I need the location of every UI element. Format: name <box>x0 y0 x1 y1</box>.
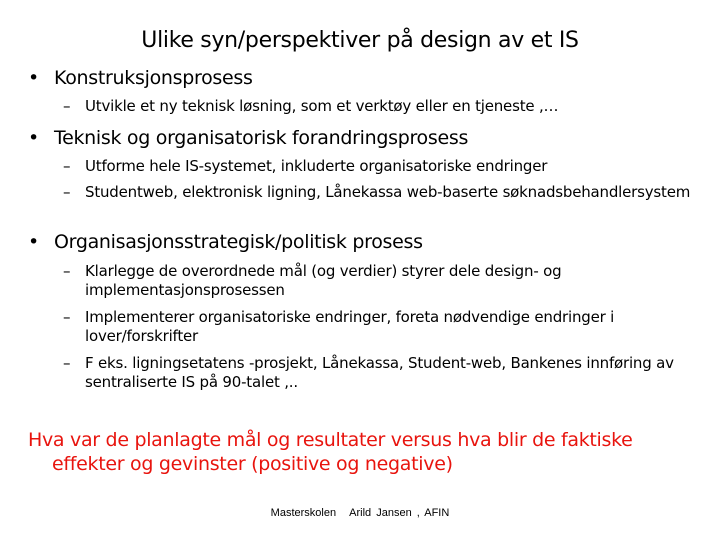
bullet-text: Organisasjonsstrategisk/politisk prosess <box>54 231 423 253</box>
question-line-1: Hva var de planlagte mål og resultater versus hva blir de faktiske <box>28 429 633 451</box>
footer-author: Arild Jansen , AFIN <box>349 507 450 519</box>
dash-icon: – <box>63 97 71 115</box>
bullet-dot-icon: • <box>28 231 39 253</box>
question-text <box>28 428 688 476</box>
sub-bullet-text: Klarlegge de overordnede mål (og verdier) styrer dele design- og implementasjonsprosessen <box>85 262 562 299</box>
slide-title: Ulike syn/perspektiver på design av et IS <box>141 28 579 53</box>
bullet-dot-icon: • <box>28 127 39 149</box>
footer-school: Masterskolen <box>270 507 337 519</box>
question-line-2: effekter og gevinster (positive og negative) <box>52 453 453 475</box>
sub-bullet-text: Utforme hele IS-systemet, inkluderte organisatoriske endringer <box>85 157 548 175</box>
sub-bullet-text: F eks. ligningsetatens -prosjekt, Lånekassa, Student-web, Bankenes innføring av sentraliserte IS på 90-talet ,.. <box>85 354 674 391</box>
dash-icon: – <box>63 354 71 372</box>
sub-bullet-text: Implementerer organisatoriske endringer, foreta nødvendige endringer i lover/forskrifter <box>85 308 615 345</box>
dash-icon: – <box>63 157 71 175</box>
dash-icon: – <box>63 308 71 326</box>
sub-bullet-text: Utvikle et ny teknisk løsning, som et verktøy eller en tjeneste ,… <box>85 97 559 115</box>
bullet-text: Teknisk og organisatorisk forandringsprosess <box>54 127 469 149</box>
bullet-dot-icon: • <box>28 67 39 89</box>
dash-icon: – <box>63 183 71 201</box>
dash-icon: – <box>63 262 71 280</box>
bullet-text: Konstruksjonsprosess <box>54 67 253 89</box>
sub-bullet-text: Studentweb, elektronisk ligning, Lånekassa web-baserte søknadsbehandlersystem <box>85 183 691 201</box>
footer <box>0 507 720 519</box>
